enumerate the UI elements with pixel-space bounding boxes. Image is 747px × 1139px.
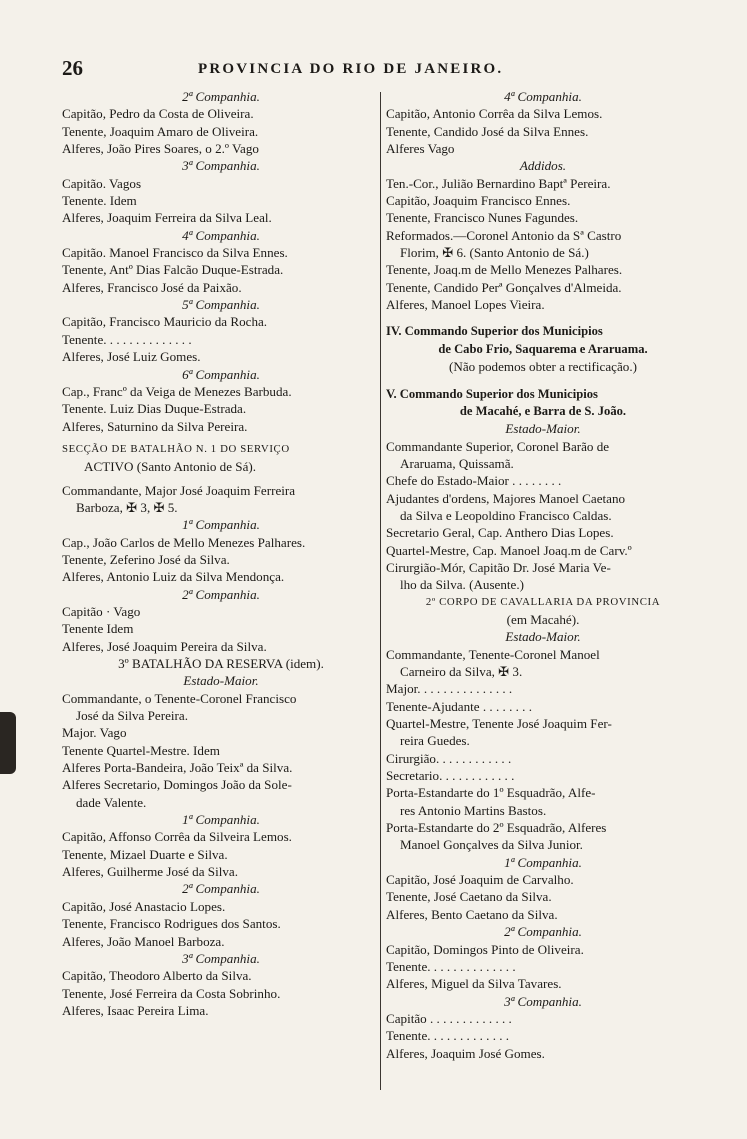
section-heading: 2º CORPO DE CAVALLARIA DA PROVINCIA	[425, 595, 661, 608]
section-heading: 4ª Companhia.	[504, 89, 582, 104]
roster-line: Tenente, Joaq.m de Mello Menezes Palhares.	[386, 262, 623, 278]
section-heading: 3º BATALHÃO DA RESERVA (idem).	[118, 656, 324, 671]
roster-line: Barboza, ✠ 3, ✠ 5.	[76, 499, 178, 515]
roster-line: Cirurgião. . . . . . . . . . . .	[386, 750, 512, 766]
roster-line: Alferes, João Manoel Barboza.	[62, 933, 225, 949]
roster-line: Tenente, Francisco Nunes Fagundes.	[386, 210, 579, 226]
roster-line: Secretario. . . . . . . . . . . .	[386, 768, 515, 784]
roster-line: Tenente, Candido José da Silva Ennes.	[386, 123, 589, 139]
roster-line: Tenente, Joaquim Amaro de Oliveira.	[62, 123, 259, 139]
section-heading: IV. Commando Superior dos Municipios	[386, 324, 603, 339]
roster-line: Capitão. Manoel Francisco da Silva Ennes.	[62, 245, 288, 261]
roster-line: Secretario Geral, Cap. Anthero Dias Lopes.	[386, 525, 614, 541]
roster-line: da Silva e Leopoldino Francisco Caldas.	[400, 507, 612, 523]
roster-line: Tenente. . . . . . . . . . . . . .	[62, 331, 192, 347]
roster-line: Carneiro da Silva, ✠ 3.	[400, 664, 523, 679]
section-heading: 5ª Companhia.	[182, 297, 260, 313]
roster-line: dade Valente.	[76, 794, 147, 810]
roster-line: Alferes, Isaac Pereira Lima.	[62, 1002, 209, 1018]
section-heading: 3ª Companhia.	[182, 950, 260, 966]
roster-line: Ten.-Cor., Julião Bernardino Baptª Pereira.	[386, 175, 611, 191]
roster-line: Commandante, o Tenente-Coronel Francisco	[62, 690, 297, 706]
page-header	[62, 56, 582, 82]
roster-line: Alferes, Miguel da Silva Tavares.	[386, 976, 562, 992]
roster-line: Tenente, Candido Perª Gonçalves d'Almeida.	[386, 279, 622, 295]
section-heading: Addidos.	[519, 158, 567, 174]
roster-line: Commandante, Major José Joaquim Ferreira	[62, 482, 296, 498]
section-heading: 3ª Companhia.	[504, 993, 582, 1009]
roster-line: res Antonio Martins Bastos.	[400, 802, 547, 818]
roster-line: ACTIVO (Santo Antonio de Sá).	[84, 459, 257, 475]
roster-line: Alferes, Saturnino da Silva Pereira.	[62, 418, 248, 434]
roster-line: Alferes, Bento Caetano da Silva.	[386, 906, 558, 922]
left-column	[62, 88, 380, 1019]
roster-line: Alferes, José Joaquim Pereira da Silva.	[62, 638, 267, 654]
roster-line: Alferes Porta-Bandeira, João Teixª da Silva.	[62, 760, 293, 776]
roster-line: Capitão, Affonso Corrêa da Silveira Lemos.	[62, 829, 292, 845]
roster-line: Capitão, Joaquim Francisco Ennes.	[386, 193, 571, 209]
roster-line: reira Guedes.	[400, 733, 470, 749]
roster-line: Cap., João Carlos de Mello Menezes Palhares.	[62, 534, 306, 550]
roster-line: Alferes Vago	[386, 141, 455, 157]
running-title: PROVINCIA DO RIO DE JANEIRO.	[198, 61, 504, 77]
roster-line: Alferes, Francisco José da Paixão.	[62, 279, 242, 295]
roster-line: Capitão, José Joaquim de Carvalho.	[386, 872, 574, 888]
roster-line: Capitão, Antonio Corrêa da Silva Lemos.	[386, 106, 603, 122]
roster-line: Capitão · Vago	[62, 603, 141, 619]
section-heading: Estado-Maior.	[183, 673, 259, 689]
section-heading: 3ª Companhia.	[182, 158, 260, 174]
roster-line: Tenente-Ajudante . . . . . . . .	[386, 698, 532, 714]
roster-line: Alferes Secretario, Domingos João da Sole-	[62, 777, 292, 793]
roster-line: Capitão, Francisco Mauricio da Rocha.	[62, 314, 268, 330]
section-heading: 1ª Companhia.	[182, 517, 260, 533]
roster-line: José da Silva Pereira.	[76, 708, 188, 724]
section-heading: de Macahé, e Barra de S. João.	[459, 403, 627, 418]
roster-line: Tenente, Francisco Rodrigues dos Santos.	[62, 916, 281, 932]
roster-line: Capitão, Theodoro Alberto da Silva.	[62, 968, 252, 984]
roster-line: Porta-Estandarte do 2º Esquadrão, Alferes	[386, 820, 607, 836]
section-heading: V. Commando Superior dos Municipios	[386, 386, 598, 401]
roster-line: Major. Vago	[62, 725, 127, 741]
section-heading: (Não podemos obter a rectificação.)	[449, 359, 637, 375]
roster-line: Tenente, Zeferino José da Silva.	[62, 551, 230, 567]
section-heading: 6ª Companhia.	[182, 366, 260, 382]
roster-line: Quartel-Mestre, Cap. Manoel Joaq.m de Carv.º	[386, 542, 632, 558]
section-heading: Estado-Maior.	[505, 629, 581, 645]
roster-line: Commandante Superior, Coronel Barão de	[386, 438, 610, 454]
roster-line: Alferes, Antonio Luiz da Silva Mendonça.	[62, 569, 285, 585]
roster-line: Cap., Francº da Veiga de Menezes Barbuda.	[62, 383, 292, 399]
roster-line: Quartel-Mestre, Tenente José Joaquim Fer-	[386, 716, 612, 732]
roster-line: Tenente. . . . . . . . . . . . . .	[386, 958, 516, 974]
roster-line: Tenente, Antº Dias Falcão Duque-Estrada.	[62, 262, 284, 278]
roster-line: Reformados.—Coronel Antonio da Sª Castro	[386, 227, 622, 243]
section-heading: Estado-Maior.	[505, 421, 581, 437]
roster-line: Manoel Gonçalves da Silva Junior.	[400, 837, 583, 853]
section-heading: 1ª Companhia.	[182, 812, 260, 828]
roster-line: Ajudantes d'ordens, Majores Manoel Caetano	[386, 490, 626, 506]
section-heading: 1ª Companhia.	[504, 854, 582, 870]
roster-line: Alferes, Joaquim Ferreira da Silva Leal.	[62, 210, 272, 226]
roster-line: Tenente. . . . . . . . . . . . .	[386, 1028, 510, 1044]
section-heading: 2ª Companhia.	[182, 89, 260, 104]
roster-line: Capitão, Pedro da Costa de Oliveira.	[62, 106, 254, 122]
roster-line: lho da Silva. (Ausente.)	[400, 577, 525, 593]
roster-line: Tenente, José Caetano da Silva.	[386, 889, 552, 905]
roster-line: Florim, ✠ 6. (Santo Antonio de Sá.)	[400, 245, 589, 261]
roster-line: Commandante, Tenente-Coronel Manoel	[386, 646, 600, 662]
page-number: 26	[62, 56, 83, 80]
roster-line: Capitão, José Anastacio Lopes.	[62, 898, 226, 914]
roster-line: Tenente Idem	[62, 621, 134, 637]
roster-line: Major. . . . . . . . . . . . . . .	[386, 681, 513, 697]
roster-line: Capitão, Domingos Pinto de Oliveira.	[386, 941, 584, 957]
roster-line: Alferes, Guilherme José da Silva.	[62, 864, 238, 880]
roster-line: Capitão . . . . . . . . . . . . .	[386, 1010, 512, 1026]
spacer	[386, 376, 700, 386]
spacer	[386, 313, 700, 323]
section-heading: (em Macahé).	[506, 611, 580, 627]
section-heading: 4ª Companhia.	[182, 227, 260, 243]
column-divider	[380, 92, 381, 1090]
roster-line: Chefe do Estado-Maior . . . . . . . .	[386, 473, 562, 489]
roster-line: Porta-Estandarte do 1º Esquadrão, Alfe-	[386, 785, 596, 801]
roster-line: Tenente Quartel-Mestre. Idem	[62, 742, 220, 758]
binding-stain	[0, 712, 16, 774]
roster-line: Alferes, Manoel Lopes Vieira.	[386, 297, 545, 313]
section-heading: SECÇÃO DE BATALHÃO N. 1 DO SERVIÇO	[62, 442, 290, 455]
section-heading: 2ª Companhia.	[182, 586, 260, 602]
roster-line: Araruama, Quissamã.	[400, 455, 514, 471]
roster-line: Tenente, José Ferreira da Costa Sobrinho.	[62, 985, 281, 1001]
roster-line: Cirurgião-Mór, Capitão Dr. José Maria Ve-	[386, 559, 611, 575]
roster-line: Alferes, José Luiz Gomes.	[62, 349, 201, 365]
section-heading: 2ª Companhia.	[504, 924, 582, 940]
roster-line: Tenente. Idem	[62, 193, 137, 209]
section-heading: 2ª Companhia.	[182, 881, 260, 897]
roster-line: Capitão. Vagos	[62, 175, 142, 191]
right-column	[386, 88, 700, 1062]
roster-line: Tenente, Mizael Duarte e Silva.	[62, 846, 228, 862]
roster-line: Alferes, João Pires Soares, o 2.º Vago	[62, 141, 259, 157]
roster-line: Alferes, Joaquim José Gomes.	[386, 1045, 545, 1061]
section-heading: de Cabo Frio, Saquarema e Araruama.	[438, 341, 648, 356]
roster-line: Tenente. Luiz Dias Duque-Estrada.	[62, 401, 247, 417]
